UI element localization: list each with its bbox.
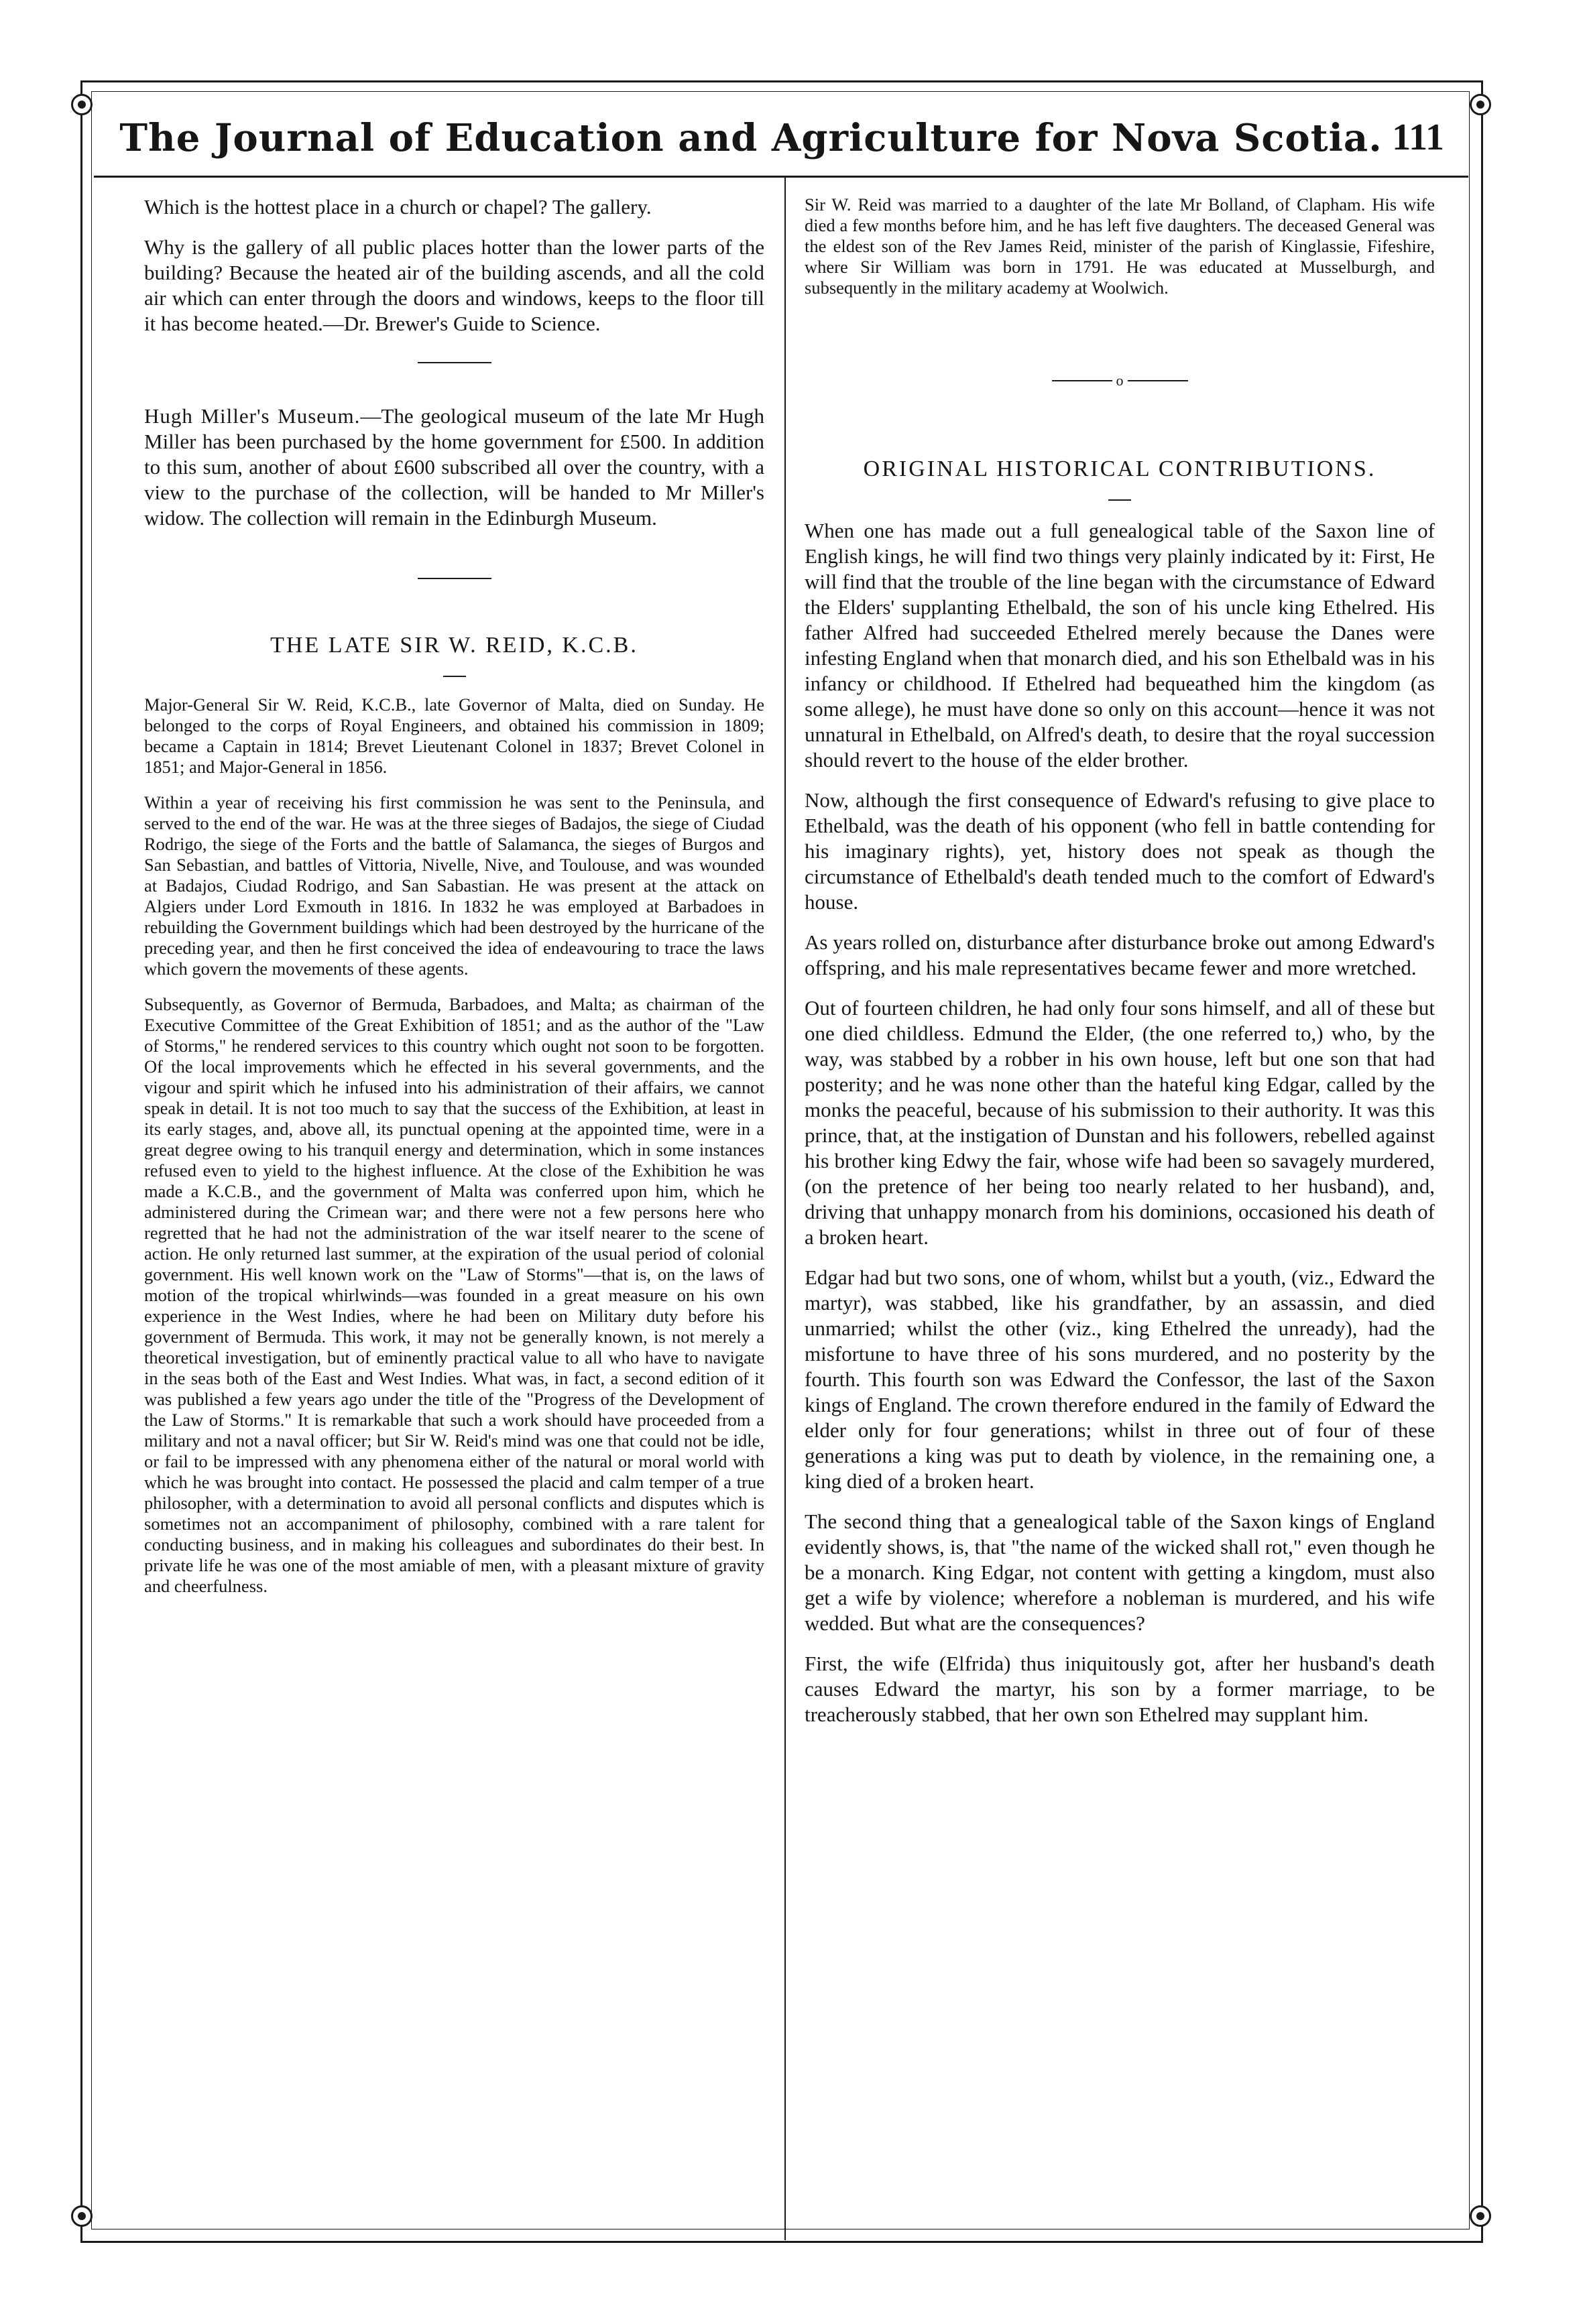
- history-paragraph-6: The second thing that a genealogical table of the Saxon kings of England evidently shows, is, that "the name of the wicked shall rot," even though he be a monarch. King Edgar, not content with getting a kingdom, must also get a wife by violence; wherefore a nobleman is murdered, and his wife wedded. But what are the consequences?: [805, 1510, 1435, 1635]
- history-paragraph-5: Edgar had but two sons, one of whom, whilst but a youth, (viz., Edward the martyr), was stabbed, like his grandfather, by an assassin, and died unmarried; whilst the other (viz., king Ethelred the unready), had the misfortune to have three of his sons murdered, and no posterity by the fourth. This fourth son was Edward the Confessor, the last of the Saxon kings of England. The crown therefore endured in the family of Edward the elder only for four generations; whilst in three out of four of these generations a king was put to death by violence, in the remaining one, a king died of a broken heart.: [805, 1266, 1435, 1493]
- left-column: [144, 194, 764, 2225]
- page-number: 111: [1392, 117, 1444, 158]
- ornament-rule: [805, 372, 1435, 389]
- heading-dash: [1108, 499, 1131, 501]
- corner-ornament-top-left: [71, 94, 93, 115]
- reid-paragraph-3: Subsequently, as Governor of Bermuda, Barbadoes, and Malta; as chairman of the Executive Committee of the Great Exhibition of 1851; and as the author of the "Law of Storms," he rendered services to this country which ought not soon to be forgotten. Of the local improvements which he effected in his several governments, and the vigour and spirit which he infused into his administration of their affairs, we cannot speak in detail. It is not too much to say that the success of the Exhibition, at least in its early stages, and, above all, its punctual opening at the appointed time, were in a great degree owing to his tranquil energy and determination, which in some instances refused even to yield to the highest influence. At the close of the Exhibition he was made a K.C.B., and the government of Malta was conferred upon him, which he administered during the Crimean war; and there were not a few persons here who regretted that he had not the administration of the war itself nearer to the scene of action. He only returned last summer, at the expiration of the usual period of colonial government. His well known work on the "Law of Storms"—that is, on the laws of motion of the tropical whirlwinds—was founded in a great measure on his own experience in the West Indies, where he had been on Military duty before his government of Bermuda. This work, it may not be generally known, is not merely a theoretical investigation, but of eminently practical value to all who have to navigate in the seas both of the East and West Indies. What was, in fact, a second edition of it was published a few years ago under the title of the "Progress of the Development of the Law of Storms." It is remarkable that such a work should have proceeded from a military and not a naval officer; but Sir W. Reid's mind was one that could not be idle, or fail to be impressed with any phenomena either of the natural or moral world with which he was brought into contact. He possessed the placid and calm temper of a true philosopher, with a determination to avoid all personal conflicts and disputes which is sometimes not an accompaniment of philosophy, combined with a rare talent for conducting business, and in making his colleagues and subordinates do their best. In private life he was one of the most amiable of men, with a pleasant mixture of gravity and cheerfulness.: [144, 994, 764, 1596]
- museum-title: Hugh Miller's Museum.: [144, 404, 361, 428]
- journal-title: The Journal of Education and Agriculture for Nova Scotia.: [119, 116, 1383, 160]
- reid-paragraph-1: Major-General Sir W. Reid, K.C.B., late Governor of Malta, died on Sunday. He belonged to the corps of Royal Engineers, and obtained his commission in 1809; became a Captain in 1814; Brevet Lieutenant Colonel in 1837; Brevet Colonel in 1851; and Major-General in 1856.: [144, 694, 764, 777]
- history-paragraph-3: As years rolled on, disturbance after disturbance broke out among Edward's offspring, and his male representatives became fewer and more wretched.: [805, 930, 1435, 979]
- reid-heading: THE LATE SIR W. REID, K.C.B.: [270, 633, 638, 658]
- reid-continuation: Sir W. Reid was married to a daughter of the late Mr Bolland, of Clapham. His wife died a few months before him, and he has left five daughters. The deceased General was the eldest son of the Rev James Reid, minister of the parish of Kinglassie, Fifeshire, where Sir William was born in 1791. He was educated at Musselburgh, and subsequently in the military academy at Woolwich.: [805, 194, 1435, 298]
- heading-dash: [443, 676, 466, 677]
- gallery-question: Which is the hottest place in a church or chapel? The gallery.: [144, 195, 652, 219]
- section-separator: [418, 578, 491, 579]
- corner-ornament-bottom-left: [71, 2205, 93, 2227]
- corner-ornament-top-right: [1470, 94, 1491, 115]
- ornament-line-left: [1052, 380, 1112, 381]
- ornament-line-right: [1128, 380, 1188, 381]
- ornament-dot: o: [1116, 372, 1124, 389]
- column-divider: [784, 176, 786, 2240]
- museum-paragraph: [144, 404, 764, 531]
- section-separator: [418, 362, 491, 363]
- section-heading: ORIGINAL HISTORICAL CONTRIBUTIONS.: [863, 456, 1376, 481]
- header-rule: [94, 176, 1468, 178]
- gallery-answer: Why is the gallery of all public places hotter than the lower parts of the building? Because the heated air of the building ascends, and all the cold air which can enter through the doors and windows, keeps to the floor till it has become heated.—Dr. Brewer's Guide to Science.: [144, 235, 764, 335]
- reid-paragraph-2: Within a year of receiving his first commission he was sent to the Peninsula, and served to the end of the war. He was at the three sieges of Badajos, the siege of Ciudad Rodrigo, the siege of the Forts and the battle of Salamanca, the sieges of Burgos and San Sebastian, and battles of Vittoria, Nivelle, Nive, and Toulouse, and was wounded at Badajos, Ciudad Rodrigo, and San Sabastian. He was present at the attack on Algiers under Lord Exmouth in 1816. In 1832 he was employed at Barbadoes in rebuilding the Government buildings which had been destroyed by the hurricane of the preceding year, and then he first conceived the idea of endeavouring to trace the laws which govern the movements of these agents.: [144, 792, 764, 979]
- right-column: [805, 194, 1435, 2225]
- history-paragraph-1: When one has made out a full genealogical table of the Saxon line of English kings, he will find two things very plainly indicated by it: First, He will find that the trouble of the line began with the circumstance of Edward the Elders' supplanting Ethelbald, the son of his uncle king Ethelred. His father Alfred had succeeded Ethelred merely because the Danes were infesting England when that monarch died, and his son Ethelbald was in his infancy or childhood. If Ethelred had bequeathed him the kingdom (as some allege), he must have done so only on this account—hence it was not unnatural in Ethelbald, on Alfred's death, to desire that the royal succession should revert to the house of the elder brother.: [805, 519, 1435, 772]
- running-header: [94, 111, 1468, 174]
- history-paragraph-4: Out of fourteen children, he had only four sons himself, and all of these but one died childless. Edmund the Elder, (the one referred to,) who, by the way, was stabbed by a robber in his own house, left but one son that had posterity; and he was none other than the hateful king Edgar, called by the monks the peaceful, because of his submission to their authority. It was this prince, that, at the instigation of Dunstan and his followers, rebelled against his brother king Edwy the fair, whose wife had been so savagely murdered, (on the pretence of her being too nearly related to her husband), and, driving that unhappy monarch from his dominions, occasioned his death of a broken heart.: [805, 996, 1435, 1249]
- history-paragraph-7: First, the wife (Elfrida) thus iniquitously got, after her husband's death causes Edward the martyr, his son by a former marriage, to be treacherously stabbed, that her own son Ethelred may supplant him.: [805, 1652, 1435, 1726]
- history-paragraph-2: Now, although the first consequence of Edward's refusing to give place to Ethelbald, was the death of his opponent (who fell in battle contending for his imaginary rights), yet, history does not speak as though the circumstance of Ethelbald's death tended much to the comfort of Edward's house.: [805, 788, 1435, 914]
- museum-text: —The geological museum of the late Mr Hugh Miller has been purchased by the home government for £500. In addition to this sum, another of about £600 subscribed all over the country, with a view to the purchase of the collection, will be handed to Mr Miller's widow. The collection will remain in the Edinburgh Museum.: [144, 404, 764, 530]
- corner-ornament-bottom-right: [1470, 2205, 1491, 2227]
